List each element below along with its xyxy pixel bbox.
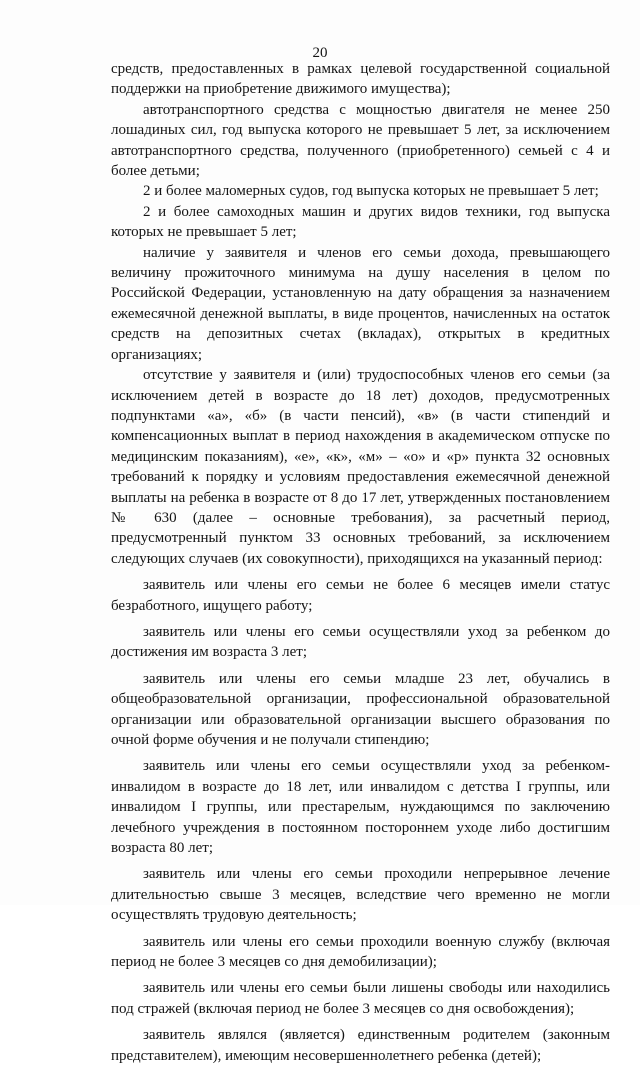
paragraph-unemployed: заявитель или члены его семьи не более 6 месяцев имели статус безработного, ищущего работу;: [111, 577, 610, 614]
paragraph-military-service: заявитель или члены его семьи проходили военную службу (включая период не более 3 месяцев со дня демобилизации);: [111, 933, 610, 971]
paragraph-continuation: средств, предоставленных в рамках целевой государственной социальной поддержки на приобретение движимого имущества);: [111, 61, 610, 98]
paragraph-small-vessels: 2 и более маломерных судов, год выпуска которых не превышает 5 лет;: [143, 183, 599, 200]
paragraph-no-income: отсутствие у заявителя и (или) трудоспособных членов его семьи (за исключением детей в возрасте до 18 лет) доходов, предусмотренных подпунктами «а», «б» (в части пенсий), «в» (в части стипендий и компенсационных выплат в период нахождения в академическом отпуске по медицинским показаниям), «е», «к», «м» – «о» и «р» пункта 32 основных требований к порядку и условиям предоставления ежемесячной денежной выплаты на ребенка в возрасте от 8 до 17 лет, утвержденных постановлением № 630 (далее – основные требования), за расчетный период, предусмотренный пунктом 33 основных требований, за исключением следующих случаев (их совокупности), приходящихся на указанный период:: [111, 367, 610, 567]
paragraph-deposit-income: наличие у заявителя и членов его семьи дохода, превышающего величину прожиточного минимума на душу населения в целом по Российской Федерации, установленную на дату обращения за назначением ежемесячной денежной выплаты, в виде процентов, начисленных на остаток средств на депозитных счетах (вкладах), открытых в кредитных организациях;: [111, 244, 610, 363]
paragraph-single-parent: заявитель являлся (является) единственным родителем (законным представителем), имеющим несовершеннолетнего ребенка (детей);: [111, 1027, 610, 1064]
paragraph-childcare: заявитель или члены его семьи осуществляли уход за ребенком до достижения им возраста 3 лет;: [111, 623, 610, 661]
paragraph-medical-treatment: заявитель или члены его семьи проходили непрерывное лечение длительностью свыше 3 месяцев, вследствие чего временно не могли осуществлять трудовую деятельность;: [111, 866, 610, 924]
paragraph-detention: заявитель или члены его семьи были лишены свободы или находились под стражей (включая период не более 3 месяцев со дня освобождения);: [111, 980, 610, 1017]
document-body: [111, 59, 610, 1066]
paragraph-students: заявитель или члены его семьи младше 23 лет, обучались в общеобразовательной организации, профессиональной образовательной организации или образовательной организации высшего образования по очной форме обучения и не получали стипендию;: [111, 670, 610, 748]
paragraph-disabled-care: заявитель или члены его семьи осуществляли уход за ребенком-инвалидом в возрасте до 18 лет, или инвалидом с детства I группы, или инвалидом I группы, или престарелым, нуждающимся по заключению лечебного учреждения в постоянном постороннем уходе либо достигшим возраста 80 лет;: [111, 758, 610, 857]
paragraph-vehicle: автотранспортного средства с мощностью двигателя не менее 250 лошадиных сил, год выпуска которого не превышает 5 лет, за исключением автотранспортного средства, полученного (приобретенного) семьей с 4 и более детьми;: [111, 101, 610, 180]
paragraph-self-propelled-machines: 2 и более самоходных машин и других видов техники, год выпуска которых не превышает 5 лет;: [111, 203, 610, 241]
page-number: 20: [312, 45, 328, 61]
